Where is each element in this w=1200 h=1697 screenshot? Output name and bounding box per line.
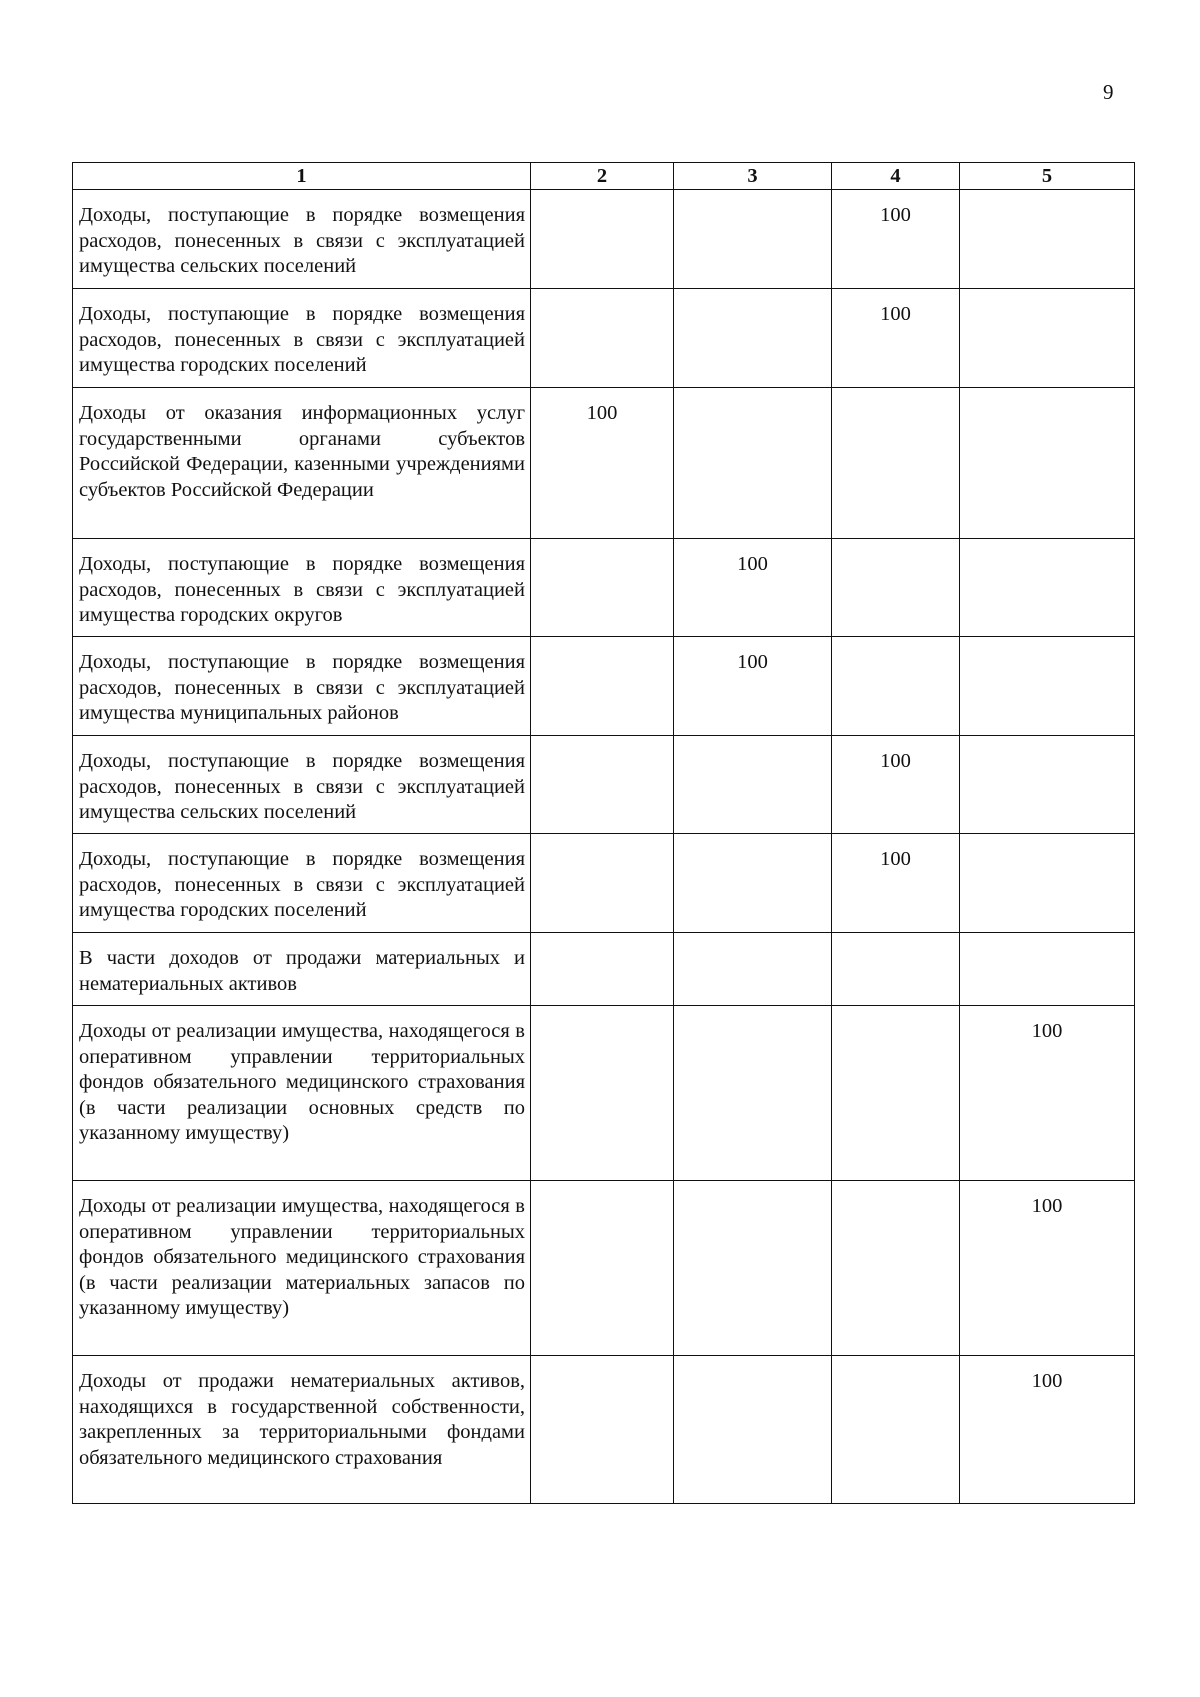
cell-col-2 (531, 190, 674, 289)
cell-col-4: 100 (832, 289, 960, 388)
cell-col-4: 100 (832, 190, 960, 289)
cell-col-4: 100 (832, 834, 960, 933)
cell-col-3 (674, 388, 832, 539)
cell-col-3: 100 (674, 637, 832, 736)
cell-col-5 (960, 289, 1135, 388)
table-row (73, 834, 1135, 933)
cell-col-5: 100 (960, 1356, 1135, 1504)
table-row (73, 190, 1135, 289)
cell-col-3 (674, 736, 832, 834)
table-row (73, 1181, 1135, 1356)
cell-col-3 (674, 1006, 832, 1181)
cell-col-4 (832, 933, 960, 1006)
row-description: Доходы от продажи нематериальных активов, находящихся в государственной собственности, закрепленных за территориальными фондами обязательного медицинского страхования (73, 1356, 531, 1504)
row-description: Доходы от реализации имущества, находящегося в оперативном управлении территориальных фондов обязательного медицинского страхования (в части реализации материальных запасов по указанному имуществу) (73, 1181, 531, 1356)
cell-col-2 (531, 1356, 674, 1504)
cell-col-4: 100 (832, 736, 960, 834)
cell-col-5 (960, 539, 1135, 637)
cell-col-4 (832, 1181, 960, 1356)
row-description: Доходы, поступающие в порядке возмещения расходов, понесенных в связи с эксплуатацией имущества муниципальных районов (73, 637, 531, 736)
cell-col-3 (674, 190, 832, 289)
cell-col-2 (531, 289, 674, 388)
row-description: Доходы от оказания информационных услуг государственными органами субъектов Российской Федерации, казенными учреждениями субъектов Российской Федерации (73, 388, 531, 539)
cell-col-2 (531, 933, 674, 1006)
cell-col-5 (960, 637, 1135, 736)
cell-col-2 (531, 539, 674, 637)
table-row (73, 933, 1135, 1006)
table-row (73, 736, 1135, 834)
cell-col-3 (674, 933, 832, 1006)
cell-col-3 (674, 834, 832, 933)
page-number: 9 (1103, 80, 1114, 104)
column-header: 2 (531, 163, 674, 190)
revenue-table (72, 162, 1135, 1504)
cell-col-4 (832, 539, 960, 637)
cell-col-3: 100 (674, 539, 832, 637)
row-description: Доходы от реализации имущества, находящегося в оперативном управлении территориальных фондов обязательного медицинского страхования (в части реализации основных средств по указанному имуществу) (73, 1006, 531, 1181)
cell-col-5 (960, 834, 1135, 933)
cell-col-4 (832, 388, 960, 539)
table-row (73, 539, 1135, 637)
table-row (73, 637, 1135, 736)
column-header: 4 (832, 163, 960, 190)
table-row (73, 388, 1135, 539)
cell-col-5: 100 (960, 1006, 1135, 1181)
cell-col-2 (531, 736, 674, 834)
cell-col-3 (674, 289, 832, 388)
row-description: Доходы, поступающие в порядке возмещения расходов, понесенных в связи с эксплуатацией имущества городских округов (73, 539, 531, 637)
column-header: 3 (674, 163, 832, 190)
table-header-row (73, 163, 1135, 190)
cell-col-2: 100 (531, 388, 674, 539)
cell-col-4 (832, 1006, 960, 1181)
cell-col-5 (960, 736, 1135, 834)
cell-col-2 (531, 637, 674, 736)
cell-col-5 (960, 933, 1135, 1006)
cell-col-2 (531, 834, 674, 933)
cell-col-5: 100 (960, 1181, 1135, 1356)
column-header: 1 (73, 163, 531, 190)
cell-col-3 (674, 1356, 832, 1504)
cell-col-4 (832, 1356, 960, 1504)
row-description: Доходы, поступающие в порядке возмещения расходов, понесенных в связи с эксплуатацией имущества сельских поселений (73, 190, 531, 289)
table-row (73, 1356, 1135, 1504)
cell-col-2 (531, 1006, 674, 1181)
cell-col-5 (960, 388, 1135, 539)
column-header: 5 (960, 163, 1135, 190)
cell-col-5 (960, 190, 1135, 289)
cell-col-4 (832, 637, 960, 736)
row-description: В части доходов от продажи материальных и нематериальных активов (73, 933, 531, 1006)
row-description: Доходы, поступающие в порядке возмещения расходов, понесенных в связи с эксплуатацией имущества сельских поселений (73, 736, 531, 834)
cell-col-3 (674, 1181, 832, 1356)
table-row (73, 1006, 1135, 1181)
row-description: Доходы, поступающие в порядке возмещения расходов, понесенных в связи с эксплуатацией имущества городских поселений (73, 834, 531, 933)
row-description: Доходы, поступающие в порядке возмещения расходов, понесенных в связи с эксплуатацией имущества городских поселений (73, 289, 531, 388)
cell-col-2 (531, 1181, 674, 1356)
table-row (73, 289, 1135, 388)
